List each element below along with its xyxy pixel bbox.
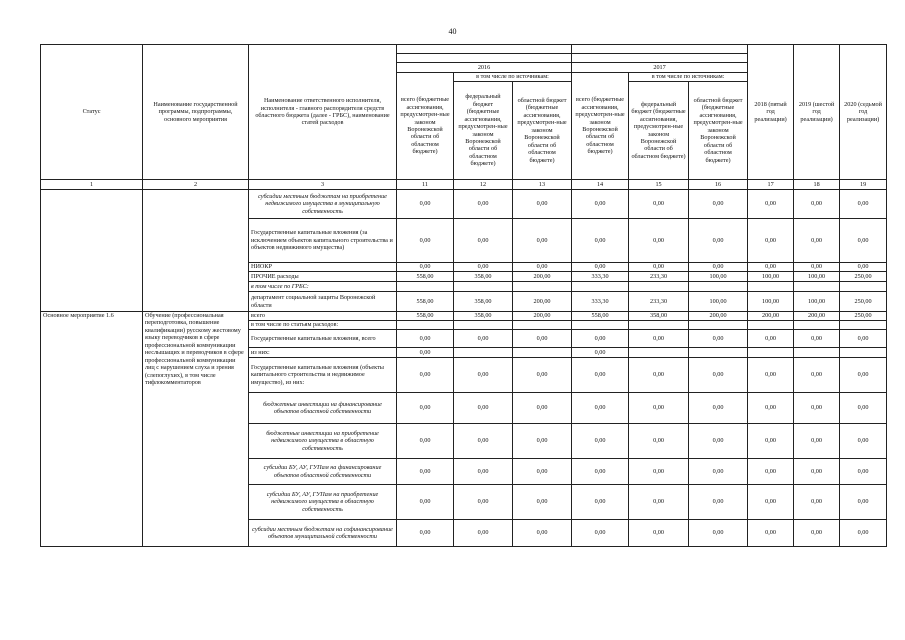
amount-cell: 0,00 [454, 219, 513, 263]
amount-cell: 0,00 [840, 358, 887, 393]
amount-cell: 0,00 [513, 219, 572, 263]
amount-cell: 0,00 [397, 393, 454, 424]
amount-cell: 0,00 [840, 485, 887, 520]
table-row [41, 312, 887, 321]
header-blank [572, 54, 748, 63]
amount-cell: 0,00 [689, 263, 748, 272]
amount-cell [689, 282, 748, 292]
header-total-2017: всего (бюджетные ассигнования, предусмотрен-ные законом Воронежской области об областном бюджете) [572, 73, 629, 180]
amount-cell: 0,00 [397, 348, 454, 358]
amount-cell [689, 321, 748, 330]
amount-cell: 0,00 [454, 520, 513, 547]
amount-cell: 0,00 [629, 393, 689, 424]
expense-item-label: субсидии местным бюджетам на софинансирование объектов муниципальной собственности [249, 520, 397, 547]
amount-cell [629, 348, 689, 358]
amount-cell: 0,00 [748, 485, 794, 520]
amount-cell: 0,00 [794, 330, 840, 348]
amount-cell: 0,00 [794, 485, 840, 520]
amount-cell: 0,00 [689, 393, 748, 424]
amount-cell: 0,00 [454, 263, 513, 272]
amount-cell: 0,00 [454, 330, 513, 348]
expense-item-label: всего [249, 312, 397, 321]
amount-cell [840, 321, 887, 330]
header-blank [397, 45, 572, 54]
amount-cell: 0,00 [572, 485, 629, 520]
amount-cell: 0,00 [397, 330, 454, 348]
amount-cell [748, 348, 794, 358]
amount-cell: 0,00 [454, 190, 513, 219]
amount-cell: 0,00 [397, 459, 454, 485]
amount-cell: 0,00 [572, 424, 629, 459]
header-by-sources-2016: в том числе по источникам: [454, 73, 572, 82]
amount-cell: 200,00 [513, 292, 572, 312]
amount-cell: 0,00 [689, 330, 748, 348]
expense-item-label: субсидии БУ, АУ, ГУПам на финансирование объектов областной собственности [249, 459, 397, 485]
expense-item-label: в том числе по ГРБС: [249, 282, 397, 292]
amount-cell: 200,00 [794, 312, 840, 321]
column-number: 13 [513, 180, 572, 190]
amount-cell: 0,00 [689, 424, 748, 459]
amount-cell: 0,00 [397, 219, 454, 263]
amount-cell: 0,00 [794, 190, 840, 219]
amount-cell [454, 282, 513, 292]
header-program: Наименование государственной программы, подпрограммы, основного мероприятия [143, 45, 249, 180]
amount-cell: 0,00 [513, 393, 572, 424]
program-cell [143, 190, 249, 312]
amount-cell [513, 282, 572, 292]
amount-cell [629, 321, 689, 330]
column-number-row [41, 180, 887, 190]
amount-cell: 358,00 [629, 312, 689, 321]
header-regional-2017: областной бюджет (бюджетные ассигнования, предусмотрен-ные законом Воронежской области об областном бюджете) [689, 82, 748, 180]
amount-cell: 100,00 [748, 292, 794, 312]
amount-cell: 233,30 [629, 272, 689, 282]
amount-cell [794, 321, 840, 330]
amount-cell: 0,00 [840, 520, 887, 547]
amount-cell [454, 348, 513, 358]
amount-cell: 100,00 [748, 272, 794, 282]
amount-cell: 0,00 [840, 263, 887, 272]
column-number: 14 [572, 180, 629, 190]
amount-cell: 0,00 [748, 520, 794, 547]
expense-item-label: в том числе по статьям расходов: [249, 321, 397, 330]
amount-cell: 358,00 [454, 272, 513, 282]
header-by-sources-2017: в том числе по источникам: [629, 73, 748, 82]
amount-cell: 558,00 [397, 292, 454, 312]
amount-cell: 0,00 [840, 424, 887, 459]
amount-cell: 358,00 [454, 312, 513, 321]
amount-cell: 0,00 [689, 219, 748, 263]
amount-cell: 0,00 [629, 424, 689, 459]
header-federal-2017: федеральный бюджет (бюджетные ассигнования, предусмотрен-ные законом Воронежской области об областном бюджете) [629, 82, 689, 180]
amount-cell: 0,00 [840, 330, 887, 348]
amount-cell: 0,00 [748, 424, 794, 459]
budget-table [40, 44, 887, 547]
amount-cell: 233,30 [629, 292, 689, 312]
amount-cell [840, 282, 887, 292]
amount-cell: 0,00 [794, 358, 840, 393]
amount-cell [513, 348, 572, 358]
amount-cell: 0,00 [629, 358, 689, 393]
amount-cell: 0,00 [572, 520, 629, 547]
amount-cell: 100,00 [689, 292, 748, 312]
expense-item-label: Государственные капитальные вложения, всего [249, 330, 397, 348]
amount-cell: 0,00 [454, 393, 513, 424]
header-2020-blank: 2020 (седьмой год реализации) [840, 45, 887, 180]
column-number: 12 [454, 180, 513, 190]
column-number: 11 [397, 180, 454, 190]
column-number: 3 [249, 180, 397, 190]
amount-cell: 0,00 [794, 520, 840, 547]
column-number: 16 [689, 180, 748, 190]
amount-cell: 0,00 [748, 393, 794, 424]
amount-cell: 0,00 [572, 393, 629, 424]
amount-cell: 0,00 [513, 190, 572, 219]
column-number: 1 [41, 180, 143, 190]
amount-cell: 250,00 [840, 312, 887, 321]
amount-cell: 0,00 [572, 190, 629, 219]
amount-cell [397, 282, 454, 292]
amount-cell [572, 321, 629, 330]
amount-cell: 558,00 [397, 312, 454, 321]
status-cell [41, 190, 143, 312]
amount-cell: 250,00 [840, 272, 887, 282]
expense-item-label: НИОКР [249, 263, 397, 272]
amount-cell: 0,00 [629, 485, 689, 520]
amount-cell: 100,00 [689, 272, 748, 282]
amount-cell: 0,00 [397, 358, 454, 393]
amount-cell [572, 282, 629, 292]
amount-cell: 0,00 [397, 263, 454, 272]
header-year-2017: 2017 [572, 63, 748, 73]
amount-cell: 0,00 [513, 358, 572, 393]
header-executor: Наименование ответственного исполнителя, исполнителя - главного распорядителя средств областного бюджета (далее - ГРБС), наименование статей расходов [249, 45, 397, 180]
amount-cell: 200,00 [513, 272, 572, 282]
amount-cell: 0,00 [572, 348, 629, 358]
amount-cell: 100,00 [794, 292, 840, 312]
amount-cell: 0,00 [454, 358, 513, 393]
amount-cell: 0,00 [513, 459, 572, 485]
amount-cell [513, 321, 572, 330]
amount-cell: 0,00 [454, 424, 513, 459]
amount-cell: 0,00 [572, 459, 629, 485]
amount-cell: 0,00 [454, 485, 513, 520]
activity-name: Обучение (профессиональная переподготовка, повышение квалификации) русскому жестовому языку переводчиков в сфере профессиональной коммуникации неслышащих и переводчиков в сфере профессиональной коммуникации лиц с нарушением слуха и зрения (слепоглухих), в том числе тифлокомментаторов [143, 312, 249, 547]
amount-cell: 0,00 [748, 263, 794, 272]
amount-cell: 0,00 [629, 330, 689, 348]
amount-cell: 0,00 [513, 424, 572, 459]
expense-item-label: субсидии БУ, АУ, ГУПам на приобретение недвижимого имущества в областную собственность [249, 485, 397, 520]
header-2018-blank: 2018 (пятый год реализации) [748, 45, 794, 180]
header-blank [572, 45, 748, 54]
amount-cell: 0,00 [840, 393, 887, 424]
amount-cell: 0,00 [840, 190, 887, 219]
expense-item-label: ПРОЧИЕ расходы [249, 272, 397, 282]
amount-cell: 333,30 [572, 272, 629, 282]
amount-cell: 0,00 [689, 190, 748, 219]
amount-cell: 0,00 [397, 424, 454, 459]
header-total-2016: всего (бюджетные ассигнования, предусмотрен-ные законом Воронежской области об областном бюджете) [397, 73, 454, 180]
amount-cell: 0,00 [794, 219, 840, 263]
header-status: Статус [41, 45, 143, 180]
amount-cell: 0,00 [748, 219, 794, 263]
amount-cell: 0,00 [794, 459, 840, 485]
table-row [41, 190, 887, 219]
column-number: 2 [143, 180, 249, 190]
amount-cell: 0,00 [629, 520, 689, 547]
column-number: 15 [629, 180, 689, 190]
amount-cell [629, 282, 689, 292]
amount-cell: 0,00 [572, 358, 629, 393]
amount-cell [454, 321, 513, 330]
amount-cell: 0,00 [689, 459, 748, 485]
amount-cell: 0,00 [397, 485, 454, 520]
amount-cell [689, 348, 748, 358]
amount-cell: 333,30 [572, 292, 629, 312]
amount-cell: 0,00 [689, 485, 748, 520]
amount-cell: 0,00 [629, 219, 689, 263]
amount-cell: 558,00 [397, 272, 454, 282]
amount-cell [840, 348, 887, 358]
expense-item-label: Государственные капитальные вложения (объекты капитального строительства и недвижимое имущество), из них: [249, 358, 397, 393]
amount-cell: 0,00 [397, 520, 454, 547]
header-2019-blank: 2019 (шестой год реализации) [794, 45, 840, 180]
expense-item-label: бюджетные инвестиции на приобретение недвижимого имущества в областную собственность [249, 424, 397, 459]
header-year-2016: 2016 [397, 63, 572, 73]
amount-cell: 0,00 [572, 219, 629, 263]
amount-cell: 100,00 [794, 272, 840, 282]
amount-cell: 0,00 [840, 459, 887, 485]
amount-cell: 0,00 [572, 263, 629, 272]
amount-cell: 0,00 [513, 485, 572, 520]
amount-cell: 0,00 [748, 459, 794, 485]
amount-cell: 0,00 [794, 393, 840, 424]
amount-cell: 200,00 [513, 312, 572, 321]
amount-cell: 0,00 [794, 263, 840, 272]
expense-item-label: из них: [249, 348, 397, 358]
amount-cell: 0,00 [840, 219, 887, 263]
amount-cell: 0,00 [794, 424, 840, 459]
amount-cell [748, 282, 794, 292]
amount-cell: 0,00 [629, 263, 689, 272]
amount-cell: 0,00 [513, 263, 572, 272]
amount-cell: 200,00 [689, 312, 748, 321]
amount-cell: 558,00 [572, 312, 629, 321]
expense-item-label: бюджетные инвестиции на финансирование объектов областной собственности [249, 393, 397, 424]
amount-cell: 0,00 [748, 190, 794, 219]
amount-cell: 0,00 [572, 330, 629, 348]
column-number: 17 [748, 180, 794, 190]
amount-cell [794, 282, 840, 292]
amount-cell: 0,00 [748, 358, 794, 393]
amount-cell: 250,00 [840, 292, 887, 312]
expense-item-label: Государственные капитальные вложения (за исключением объектов капитального строительства и объектов недвижимого имущества) [249, 219, 397, 263]
amount-cell: 0,00 [397, 190, 454, 219]
header-federal-2016: федеральный бюджет (бюджетные ассигнования, предусмотрен-ные законом Воронежской области об областном бюджете) [454, 82, 513, 180]
expense-item-label: субсидии местным бюджетам на приобретение недвижимого имущества в муниципальную собственность [249, 190, 397, 219]
amount-cell: 0,00 [513, 330, 572, 348]
amount-cell: 200,00 [748, 312, 794, 321]
amount-cell: 0,00 [629, 190, 689, 219]
amount-cell: 0,00 [689, 520, 748, 547]
header-regional-2016: областной бюджет (бюджетные ассигнования, предусмотрен-ные законом Воронежской области об областном бюджете) [513, 82, 572, 180]
amount-cell [748, 321, 794, 330]
amount-cell: 0,00 [689, 358, 748, 393]
column-number: 18 [794, 180, 840, 190]
amount-cell: 0,00 [454, 459, 513, 485]
column-number: 19 [840, 180, 887, 190]
activity-status: Основное мероприятие 1.6 [41, 312, 143, 547]
amount-cell: 0,00 [513, 520, 572, 547]
amount-cell: 0,00 [629, 459, 689, 485]
header-blank [397, 54, 572, 63]
amount-cell [794, 348, 840, 358]
amount-cell: 0,00 [748, 330, 794, 348]
amount-cell [397, 321, 454, 330]
amount-cell: 358,00 [454, 292, 513, 312]
page-number: 40 [448, 27, 457, 36]
expense-item-label: департамент социальной защиты Воронежской области [249, 292, 397, 312]
